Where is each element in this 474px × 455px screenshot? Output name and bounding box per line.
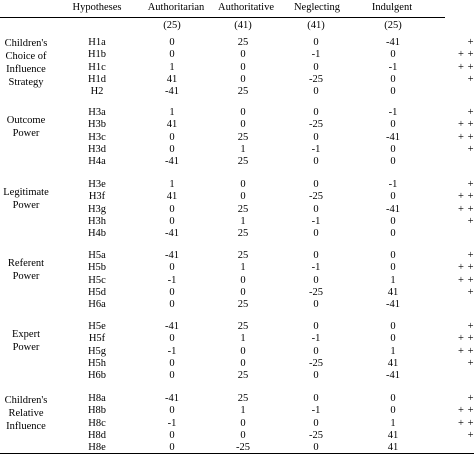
value-cell: 0 (240, 49, 246, 61)
significance-mark: + + (458, 262, 474, 274)
value-cell: -41 (386, 203, 400, 215)
value-cell: 0 (169, 37, 175, 48)
hypothesis-id: H2 (90, 86, 104, 98)
value-cell: -1 (311, 333, 321, 345)
value-cell: 1 (240, 333, 246, 345)
value-cell: -41 (386, 299, 400, 311)
group-label-line: Power (12, 200, 40, 211)
group-label (0, 328, 52, 354)
significance-mark: + + (458, 274, 474, 286)
value-cell: 41 (166, 119, 178, 131)
significance-mark: + (467, 215, 474, 227)
value-cell: 1 (169, 61, 175, 73)
significance-mark: + (467, 143, 474, 155)
value-cell: 0 (313, 228, 319, 240)
value-cell: -41 (165, 393, 179, 404)
significance-mark: + (467, 250, 474, 261)
header-hypotheses: Hypotheses (72, 2, 122, 13)
group-label-line: Power (12, 128, 40, 139)
value-cell: 0 (313, 393, 319, 404)
value-cell: 0 (390, 321, 396, 332)
value-cell: -41 (165, 156, 179, 168)
bottom-rule (0, 453, 474, 454)
value-cell: 25 (237, 228, 249, 240)
value-cell: -25 (309, 119, 323, 131)
value-cell: 0 (169, 357, 175, 369)
value-cell: 0 (390, 49, 396, 61)
value-cell: 0 (240, 73, 246, 85)
value-cell: 25 (237, 156, 249, 168)
value-cell: 0 (240, 286, 246, 298)
value-cell: 0 (313, 131, 319, 143)
group-label-line: Relative (8, 408, 44, 419)
header-rule (0, 17, 445, 18)
value-cell: 0 (313, 203, 319, 215)
value-cell: 0 (169, 203, 175, 215)
significance-mark: + + (458, 49, 474, 61)
value-cell: -41 (165, 250, 179, 261)
significance-mark: + + (458, 191, 474, 203)
value-cell: 0 (240, 179, 246, 190)
value-cell: 0 (169, 370, 175, 382)
hypothesis-id: H3b (87, 119, 107, 131)
hypothesis-id: H3d (87, 143, 107, 155)
value-cell: -41 (386, 131, 400, 143)
value-cell: 0 (313, 299, 319, 311)
hypothesis-id: H5a (88, 250, 106, 261)
value-cell: -1 (311, 49, 321, 61)
value-cell: -41 (386, 370, 400, 382)
hypothesis-id: H8a (88, 393, 106, 404)
value-cell: -25 (236, 442, 250, 454)
group-label (0, 186, 52, 212)
value-cell: -1 (388, 179, 398, 190)
value-cell: 0 (313, 86, 319, 98)
value-cell: 1 (390, 417, 396, 429)
group-label-line: Influence (6, 421, 46, 432)
value-cell: -1 (311, 215, 321, 227)
hypothesis-id: H5d (87, 286, 107, 298)
value-cell: -1 (311, 143, 321, 155)
significance-mark: + (467, 321, 474, 332)
count-authoritarian: (25) (163, 20, 181, 31)
value-cell: 0 (313, 345, 319, 357)
hypothesis-id: H1b (87, 49, 107, 61)
value-cell: 25 (237, 86, 249, 98)
group-label-line: Expert (12, 329, 40, 340)
value-cell: 0 (169, 143, 175, 155)
value-cell: 0 (390, 86, 396, 98)
value-cell: 0 (169, 286, 175, 298)
count-neglecting: (41) (307, 20, 325, 31)
value-cell: -25 (309, 73, 323, 85)
value-cell: 1 (240, 405, 246, 417)
value-cell: -41 (165, 321, 179, 332)
value-cell: 41 (387, 429, 399, 441)
value-cell: 0 (390, 333, 396, 345)
value-cell: 0 (313, 37, 319, 48)
group-label-line: Referent (7, 258, 45, 269)
value-cell: 0 (313, 274, 319, 286)
hypothesis-id: H3h (87, 215, 107, 227)
value-cell: 0 (313, 370, 319, 382)
significance-mark: + (467, 429, 474, 441)
value-cell: 41 (387, 442, 399, 454)
hypothesis-id: H4b (87, 228, 107, 240)
value-cell: -1 (388, 61, 398, 73)
group-label (0, 37, 52, 89)
value-cell: -25 (309, 429, 323, 441)
group-label-line: Influence (6, 64, 46, 75)
hypothesis-id: H6a (88, 299, 106, 311)
value-cell: 1 (240, 262, 246, 274)
value-cell: 0 (390, 191, 396, 203)
value-cell: -41 (165, 228, 179, 240)
hypothesis-id: H5h (87, 357, 107, 369)
value-cell: 0 (390, 228, 396, 240)
value-cell: 1 (240, 215, 246, 227)
value-cell: 0 (313, 321, 319, 332)
value-cell: 0 (169, 49, 175, 61)
value-cell: -25 (309, 286, 323, 298)
value-cell: -1 (167, 417, 177, 429)
hypothesis-id: H1c (88, 61, 106, 73)
hypothesis-id: H5b (87, 262, 107, 274)
group-label-line: Power (12, 342, 40, 353)
significance-mark: + + (458, 61, 474, 73)
value-cell: 0 (169, 215, 175, 227)
value-cell: 41 (387, 286, 399, 298)
value-cell: 1 (169, 179, 175, 190)
value-cell: 25 (237, 393, 249, 404)
value-cell: 0 (240, 274, 246, 286)
value-cell: 0 (240, 61, 246, 73)
group-label (0, 114, 52, 140)
value-cell: 0 (240, 107, 246, 118)
header-authoritarian: Authoritarian (147, 2, 205, 13)
significance-mark: + (467, 107, 474, 118)
hypothesis-id: H5c (88, 274, 106, 286)
value-cell: 25 (237, 131, 249, 143)
value-cell: 0 (313, 417, 319, 429)
significance-mark: + + (458, 405, 474, 417)
value-cell: 0 (169, 442, 175, 454)
value-cell: 0 (240, 119, 246, 131)
value-cell: 0 (390, 73, 396, 85)
hypothesis-id: H5f (88, 333, 106, 345)
value-cell: -1 (311, 405, 321, 417)
hypothesis-id: H5e (88, 321, 106, 332)
value-cell: 0 (169, 299, 175, 311)
count-authoritative: (41) (234, 20, 252, 31)
significance-mark: + + (458, 131, 474, 143)
group-label (0, 394, 52, 433)
significance-mark: + (467, 37, 474, 48)
hypothesis-id: H8b (87, 405, 107, 417)
significance-mark: + + (458, 203, 474, 215)
value-cell: 0 (313, 107, 319, 118)
value-cell: 0 (169, 131, 175, 143)
value-cell: -41 (386, 37, 400, 48)
value-cell: 25 (237, 370, 249, 382)
value-cell: 0 (240, 417, 246, 429)
value-cell: 0 (313, 156, 319, 168)
hypothesis-id: H3c (88, 131, 106, 143)
group-label-line: Strategy (8, 77, 44, 88)
hypothesis-id: H3g (87, 203, 107, 215)
group-label-line: Children's (4, 38, 48, 49)
significance-mark: + + (458, 417, 474, 429)
significance-mark: + (467, 73, 474, 85)
value-cell: -1 (167, 345, 177, 357)
value-cell: 41 (387, 357, 399, 369)
hypothesis-id: H1d (87, 73, 107, 85)
value-cell: 0 (169, 262, 175, 274)
value-cell: 0 (390, 250, 396, 261)
value-cell: 0 (240, 429, 246, 441)
value-cell: 25 (237, 299, 249, 311)
group-label (0, 257, 52, 283)
value-cell: 0 (240, 345, 246, 357)
hypothesis-id: H1a (88, 37, 106, 48)
group-label-line: Choice of (5, 51, 47, 62)
value-cell: 1 (390, 274, 396, 286)
value-cell: 0 (169, 333, 175, 345)
significance-mark: + (467, 179, 474, 190)
significance-mark: + (467, 357, 474, 369)
value-cell: 25 (237, 250, 249, 261)
value-cell: -1 (167, 274, 177, 286)
value-cell: 0 (390, 405, 396, 417)
hypothesis-id: H6b (87, 370, 107, 382)
value-cell: 1 (240, 143, 246, 155)
hypothesis-id: H8c (88, 417, 106, 429)
value-cell: 0 (390, 143, 396, 155)
value-cell: 0 (313, 179, 319, 190)
hypothesis-id: H3f (88, 191, 106, 203)
value-cell: -25 (309, 357, 323, 369)
value-cell: 0 (390, 393, 396, 404)
value-cell: 41 (166, 191, 178, 203)
significance-mark: + (467, 393, 474, 404)
hypothesis-id: H3e (88, 179, 106, 190)
value-cell: 0 (390, 156, 396, 168)
hypothesis-id: H5g (87, 345, 107, 357)
value-cell: 0 (240, 191, 246, 203)
value-cell: 1 (169, 107, 175, 118)
value-cell: 0 (313, 250, 319, 261)
hypothesis-id: H3a (88, 107, 106, 118)
significance-mark: + + (458, 345, 474, 357)
group-label-line: Children's (4, 395, 48, 406)
hypothesis-id: H8d (87, 429, 107, 441)
value-cell: 25 (237, 37, 249, 48)
significance-mark: + + (458, 119, 474, 131)
value-cell: 0 (240, 357, 246, 369)
value-cell: -25 (309, 191, 323, 203)
group-label-line: Outcome (6, 115, 46, 126)
value-cell: 0 (313, 442, 319, 454)
group-label-line: Power (12, 271, 40, 282)
value-cell: 1 (390, 345, 396, 357)
significance-mark: + + (458, 333, 474, 345)
significance-mark: + (467, 286, 474, 298)
value-cell: 0 (390, 215, 396, 227)
value-cell: -1 (388, 107, 398, 118)
value-cell: 0 (390, 262, 396, 274)
value-cell: 0 (390, 119, 396, 131)
value-cell: 25 (237, 321, 249, 332)
value-cell: 41 (166, 73, 178, 85)
value-cell: -41 (165, 86, 179, 98)
value-cell: 25 (237, 203, 249, 215)
hypothesis-id: H8e (88, 442, 106, 454)
group-label-line: Legitimate (3, 187, 49, 198)
header-authoritative: Authoritative (218, 2, 274, 13)
value-cell: 0 (313, 61, 319, 73)
value-cell: 0 (169, 429, 175, 441)
hypothesis-id: H4a (88, 156, 106, 168)
header-neglecting: Neglecting (293, 2, 341, 13)
value-cell: -1 (311, 262, 321, 274)
header-indulgent: Indulgent (371, 2, 413, 13)
value-cell: 0 (169, 405, 175, 417)
count-indulgent: (25) (384, 20, 402, 31)
